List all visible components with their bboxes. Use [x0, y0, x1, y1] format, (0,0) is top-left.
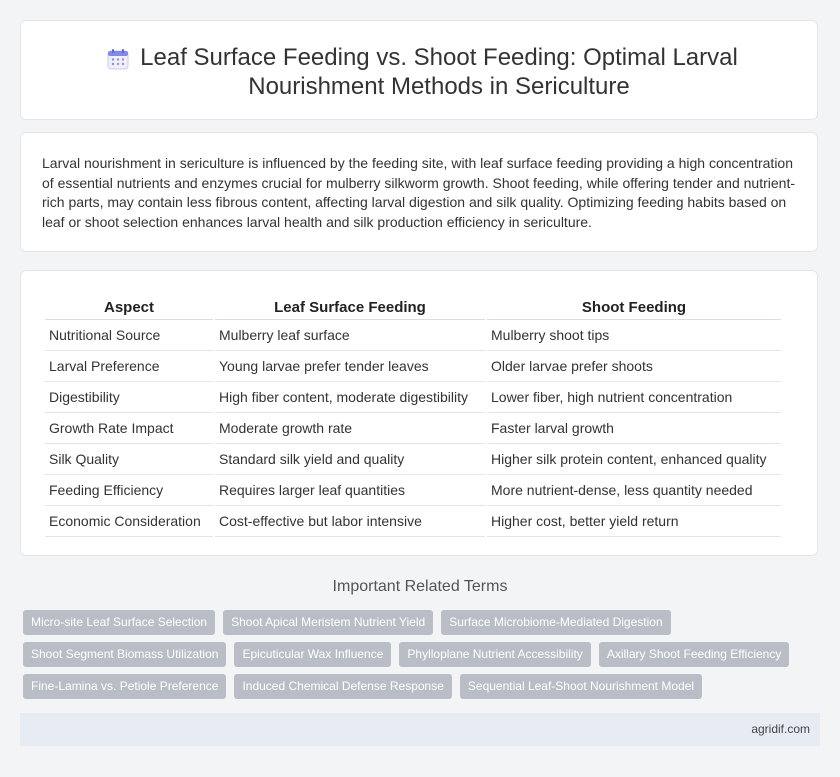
aspect-cell: Economic Consideration	[45, 506, 213, 537]
comparison-table	[43, 295, 783, 537]
shoot-cell: More nutrient-dense, less quantity needed	[487, 475, 781, 506]
related-term-tag[interactable]: Sequential Leaf-Shoot Nourishment Model	[460, 674, 702, 699]
related-term-tag[interactable]: Shoot Segment Biomass Utilization	[23, 642, 226, 667]
leaf-cell: Young larvae prefer tender leaves	[215, 351, 485, 382]
shoot-cell: Older larvae prefer shoots	[487, 351, 781, 382]
leaf-cell: Moderate growth rate	[215, 413, 485, 444]
intro-card	[20, 132, 818, 252]
header-shoot-feeding: Shoot Feeding	[487, 295, 781, 320]
table-row	[45, 475, 781, 506]
aspect-cell: Nutritional Source	[45, 320, 213, 351]
related-term-tag[interactable]: Phylloplane Nutrient Accessibility	[399, 642, 590, 667]
leaf-cell: Standard silk yield and quality	[215, 444, 485, 475]
related-term-tag[interactable]: Shoot Apical Meristem Nutrient Yield	[223, 610, 433, 635]
related-term-tag[interactable]: Axillary Shoot Feeding Efficiency	[599, 642, 790, 667]
table-row	[45, 320, 781, 351]
header-leaf-surface-feeding: Leaf Surface Feeding	[215, 295, 485, 320]
related-terms-list	[23, 610, 813, 706]
related-term-tag[interactable]: Fine-Lamina vs. Petiole Preference	[23, 674, 226, 699]
table-row	[45, 382, 781, 413]
leaf-cell: Cost-effective but labor intensive	[215, 506, 485, 537]
intro-paragraph: Larval nourishment in sericulture is influenced by the feeding site, with leaf surface feeding providing a high concentration of essential nutrients and enzymes crucial for mulberry silkworm growth. Shoot feeding, while offering tender and nutrient-rich parts, may contain less fibrous content, affecting larval digestion and silk quality. Optimizing feeding habits based on leaf or shoot selection enhances larval health and silk production efficiency in sericulture.	[42, 155, 796, 230]
header-aspect: Aspect	[45, 295, 213, 320]
shoot-cell: Higher silk protein content, enhanced quality	[487, 444, 781, 475]
table-row	[45, 351, 781, 382]
aspect-cell: Larval Preference	[45, 351, 213, 382]
shoot-cell: Faster larval growth	[487, 413, 781, 444]
page-title: Leaf Surface Feeding vs. Shoot Feeding: Optimal Larval Nourishment Methods in Sericulture	[140, 44, 738, 100]
aspect-cell: Silk Quality	[45, 444, 213, 475]
leaf-cell: Requires larger leaf quantities	[215, 475, 485, 506]
table-row	[45, 444, 781, 475]
related-term-tag[interactable]: Epicuticular Wax Influence	[234, 642, 391, 667]
leaf-cell: Mulberry leaf surface	[215, 320, 485, 351]
footer-site-link[interactable]: agridif.com	[751, 722, 810, 736]
aspect-cell: Growth Rate Impact	[45, 413, 213, 444]
leaf-cell: High fiber content, moderate digestibility	[215, 382, 485, 413]
table-row	[45, 506, 781, 537]
aspect-cell: Digestibility	[45, 382, 213, 413]
title-card	[20, 20, 818, 120]
related-term-tag[interactable]: Micro-site Leaf Surface Selection	[23, 610, 215, 635]
related-term-tag[interactable]: Surface Microbiome-Mediated Digestion	[441, 610, 670, 635]
related-terms-heading: Important Related Terms	[332, 578, 508, 595]
table-row	[45, 413, 781, 444]
table-header-row	[45, 295, 781, 320]
footer	[20, 713, 820, 746]
comparison-table-card	[20, 270, 818, 556]
shoot-cell: Mulberry shoot tips	[487, 320, 781, 351]
shoot-cell: Higher cost, better yield return	[487, 506, 781, 537]
shoot-cell: Lower fiber, high nutrient concentration	[487, 382, 781, 413]
related-term-tag[interactable]: Induced Chemical Defense Response	[234, 674, 451, 699]
aspect-cell: Feeding Efficiency	[45, 475, 213, 506]
